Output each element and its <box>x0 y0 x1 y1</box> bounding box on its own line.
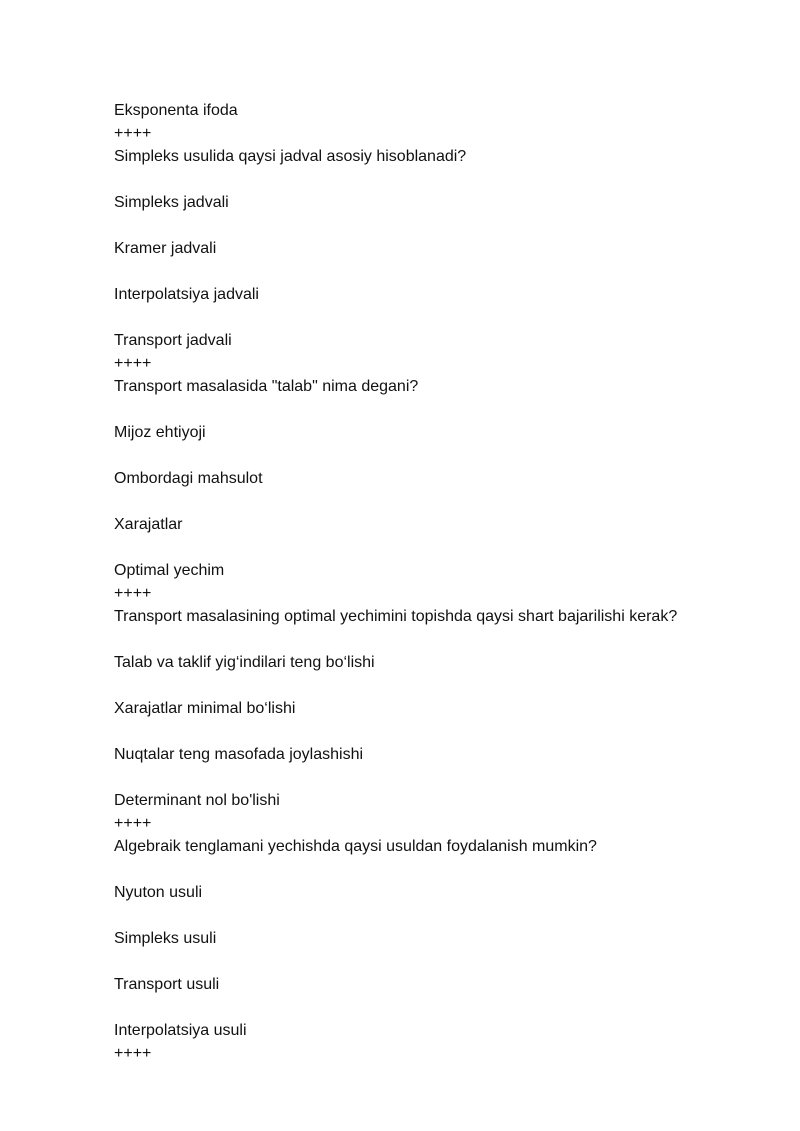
answer-option: Nyuton usuli <box>114 884 203 901</box>
separator: ++++ <box>114 1045 152 1062</box>
answer-option: Ombordagi mahsulot <box>114 470 263 487</box>
answer-option: Xarajatlar <box>114 516 183 533</box>
answer-option: Kramer jadvali <box>114 240 217 257</box>
answer-option: Xarajatlar minimal bo‘lishi <box>114 700 296 717</box>
question-text: Transport masalasida "talab" nima degani? <box>114 378 419 395</box>
separator: ++++ <box>114 355 152 372</box>
answer-option: Transport jadvali <box>114 332 232 349</box>
answer-option: Simpleks jadvali <box>114 194 229 211</box>
answer-option: Determinant nol bo'lishi <box>114 792 280 809</box>
answer-option: Talab va taklif yig‘indilari teng bo‘lishi <box>114 654 375 671</box>
answer-option: Transport usuli <box>114 976 220 993</box>
question-text: Transport masalasining optimal yechimini topishda qaysi shart bajarilishi kerak? <box>114 608 678 625</box>
answer-option: Interpolatsiya jadvali <box>114 286 259 303</box>
question-text: Algebraik tenglamani yechishda qaysi usuldan foydalanish mumkin? <box>114 838 597 855</box>
answer-option: Mijoz ehtiyoji <box>114 424 206 441</box>
answer-option: Interpolatsiya usuli <box>114 1022 247 1039</box>
separator: ++++ <box>114 585 152 602</box>
document-content <box>114 99 774 1065</box>
separator: ++++ <box>114 125 152 142</box>
answer-option: Eksponenta ifoda <box>114 102 238 119</box>
separator: ++++ <box>114 815 152 832</box>
answer-option: Simpleks usuli <box>114 930 217 947</box>
answer-option: Optimal yechim <box>114 562 225 579</box>
answer-option: Nuqtalar teng masofada joylashishi <box>114 746 364 763</box>
question-text: Simpleks usulida qaysi jadval asosiy hisoblanadi? <box>114 148 467 165</box>
